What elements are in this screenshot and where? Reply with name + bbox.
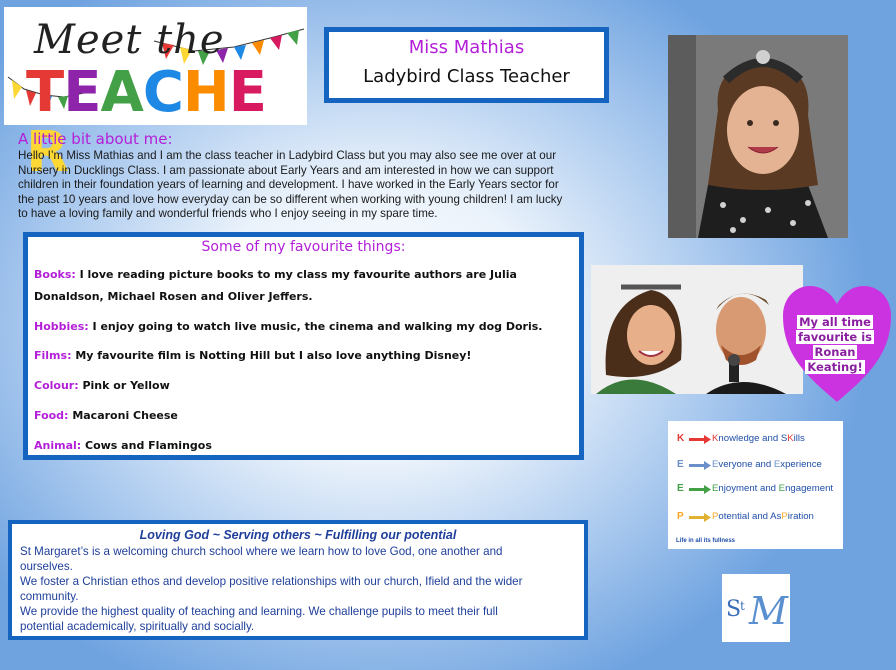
favourite-food [34,405,554,427]
arrow-right-icon [689,461,711,470]
keep-letter: E [677,483,684,494]
school-motto: Loving God ~ Serving others ~ Fulfilling our potential [139,528,457,542]
values-line: potential academically, spiritually and socially. [20,620,255,633]
favourite-books [34,264,554,308]
keep-row-enjoyment [668,483,843,499]
favourites-title: Some of my favourite things: [201,239,406,255]
keep-letter: P [677,511,684,522]
favourite-value: Donaldson, Michael Rosen and Oliver Jeffers. [34,290,313,303]
about-heading: A little bit about me: [18,130,173,148]
svg-text:t: t [740,599,745,613]
teacher-role: Ladybird Class Teacher [363,66,570,87]
logo-letter: T [26,60,64,125]
arrow-right-icon [689,435,711,444]
keep-row-everyone [668,459,843,475]
keep-row-potential [668,511,843,527]
favourite-films [34,345,554,367]
favourite-label: Colour: [34,379,79,392]
favourite-colour [34,375,554,397]
values-line: ourselves. [20,560,73,573]
values-line: We provide the highest quality of teaching and learning. We challenge pupils to meet their full [20,605,498,618]
about-line: the past 10 years and love how everyday can be so different when working with young children! I am lucky [18,192,563,206]
favourite-value: Pink or Yellow [82,379,170,392]
about-line: to have a loving family and wonderful friends who I enjoy seeing in my spare time. [18,207,438,221]
school-values-box [8,520,588,640]
keep-letter: K [677,433,685,444]
heart-line: favourite is [797,330,873,344]
keep-text: Potential and AsPiration [712,511,814,522]
logo-letter: A [100,60,143,125]
about-line: children in their foundation years of learning and development. I have worked in the Early Years sector for [18,178,559,192]
favourite-label: Food: [34,409,69,422]
favourite-value: Cows and Flamingos [85,439,212,452]
logo-line1: Meet the [34,17,225,63]
school-logo [722,574,790,642]
keep-letter: E [677,459,684,470]
values-line: community. [20,590,79,603]
favourite-value: I love reading picture books to my class my favourite authors are Julia [79,268,517,281]
about-text [18,149,618,222]
keep-row-knowledge [668,433,843,449]
logo-letter: E [63,60,101,125]
values-line: St Margaret’s is a welcoming church school where we learn how to love God, one another and [20,545,503,558]
caricature-image [591,265,803,394]
favourite-value: Macaroni Cheese [72,409,178,422]
favourite-hobbies [34,316,554,338]
keep-text: Enjoyment and Engagement [712,483,834,494]
favourite-animal [34,435,554,457]
keep-text: Knowledge and SKills [712,433,805,444]
logo-letter: R [26,120,69,185]
school-crest-icon [722,574,790,642]
keep-footer: Life in all its fullness [676,538,736,544]
about-line: Hello I’m Miss Mathias and I am the class teacher in Ladybird Class but you may also see me over at our [18,149,557,162]
teacher-name: Miss Mathias [408,37,525,58]
favourite-label: Animal: [34,439,82,452]
svg-text:M: M [749,589,788,633]
heart-line: My all time [799,315,871,329]
logo-letter: E [228,60,267,125]
favourite-label: Hobbies: [34,320,89,333]
favourite-label: Books: [34,268,76,281]
teacher-portrait-photo [668,35,848,238]
teacher-name-box [324,27,609,103]
logo-letter: C [142,60,183,125]
favourite-value: I enjoy going to watch live music, the cinema and walking my dog Doris. [92,320,543,333]
heart-line: Keating! [807,360,863,374]
arrow-right-icon [689,485,711,494]
heart-line: Ronan [814,345,856,359]
about-line: Nursery in Ducklings Class. I am passionate about Early Years and am interested in how we can support [18,163,554,177]
favourite-things-box [23,232,584,460]
logo-letter: H [182,60,229,125]
keep-values-box [668,421,843,549]
favourite-value: My favourite film is Notting Hill but I also love anything Disney! [75,349,472,362]
favourite-label: Films: [34,349,72,362]
arrow-right-icon [689,513,711,522]
heart-text [794,315,876,375]
keep-text: Everyone and Experience [712,459,822,470]
svg-text:S: S [726,597,742,622]
values-line: We foster a Christian ethos and develop positive relationships with our church, Ifield and the wider [20,575,523,588]
